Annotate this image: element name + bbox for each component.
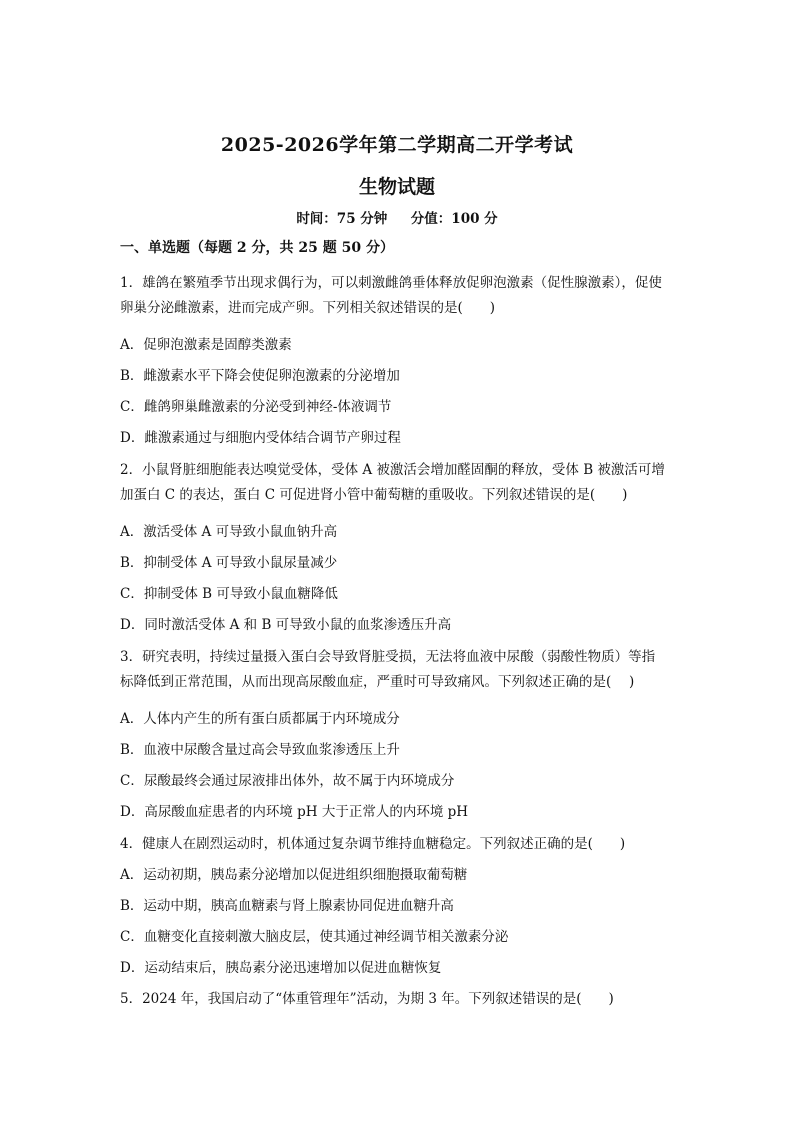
subject-title: 生物试题 [358, 176, 435, 198]
question-1-option-b: B．雌激素水平下降会使促卵泡激素的分泌增加 [120, 368, 400, 384]
question-4-option-a: A．运动初期，胰岛素分泌增加以促进组织细胞摄取葡萄糖 [120, 867, 468, 883]
exam-title: 2025-2026学年第二学期高二开学考试 [220, 134, 574, 156]
question-1-option-a: A．促卵泡激素是固醇类激素 [120, 337, 292, 353]
question-3-stem-line-2: 标降低到正常范围，从而出现高尿酸血症，严重时可导致痛风。下列叙述正确的是( ) [120, 674, 635, 690]
question-3-stem-line-1: 3．研究表明，持续过量摄入蛋白会导致肾脏受损，无法将血液中尿酸（弱酸性物质）等指 [120, 649, 656, 665]
question-4-option-d: D．运动结束后，胰岛素分泌迅速增加以促进血糖恢复 [120, 960, 442, 976]
question-5-stem: 5．2024 年，我国启动了“体重管理年”活动，为期 3 年。下列叙述错误的是( ) [120, 991, 614, 1007]
question-2-option-a: A．激活受体 A 可导致小鼠血钠升高 [120, 524, 338, 540]
question-3-option-b: B．血液中尿酸含量过高会导致血浆渗透压上升 [120, 742, 400, 758]
question-2-option-b: B．抑制受体 A 可导致小鼠尿量减少 [120, 555, 338, 571]
question-1-stem-line-1: 1．雄鸽在繁殖季节出现求偶行为，可以刺激雌鸽垂体释放促卵泡激素（促性腺激素），促使 [120, 275, 662, 291]
question-2-stem-line-2: 加蛋白 C 的表达，蛋白 C 可促进肾小管中葡萄糖的重吸收。下列叙述错误的是( ) [120, 487, 628, 503]
question-1-stem-line-2: 卵巢分泌雌激素，进而完成产卵。下列相关叙述错误的是( ) [120, 300, 496, 316]
question-1-option-d: D．雌激素通过与细胞内受体结合调节产卵过程 [120, 430, 401, 446]
exam-meta: 时间：75 分钟 分值：100 分 [296, 211, 498, 227]
question-3-option-a: A．人体内产生的所有蛋白质都属于内环境成分 [120, 711, 400, 727]
question-2-stem-line-1: 2．小鼠肾脏细胞能表达嗅觉受体，受体 A 被激活会增加醛固酮的释放，受体 B 被激活可增 [120, 462, 665, 478]
question-4-option-b: B．运动中期，胰高血糖素与肾上腺素协同促进血糖升高 [120, 898, 454, 914]
question-4-option-c: C．血糖变化直接刺激大脑皮层，使其通过神经调节相关激素分泌 [120, 929, 509, 945]
question-3-option-d: D．高尿酸血症患者的内环境 pH 大于正常人的内环境 pH [120, 804, 469, 820]
question-1-option-c: C．雌鸽卵巢雌激素的分泌受到神经-体液调节 [120, 399, 392, 415]
question-2-option-c: C．抑制受体 B 可导致小鼠血糖降低 [120, 586, 338, 602]
question-4-stem: 4．健康人在剧烈运动时，机体通过复杂调节维持血糖稳定。下列叙述正确的是( ) [120, 836, 626, 852]
question-2-option-d: D．同时激活受体 A 和 B 可导致小鼠的血浆渗透压升高 [120, 617, 452, 633]
section-heading: 一、单选题（每题 2 分，共 25 题 50 分） [120, 240, 394, 256]
question-3-option-c: C．尿酸最终会通过尿液排出体外，故不属于内环境成分 [120, 773, 455, 789]
